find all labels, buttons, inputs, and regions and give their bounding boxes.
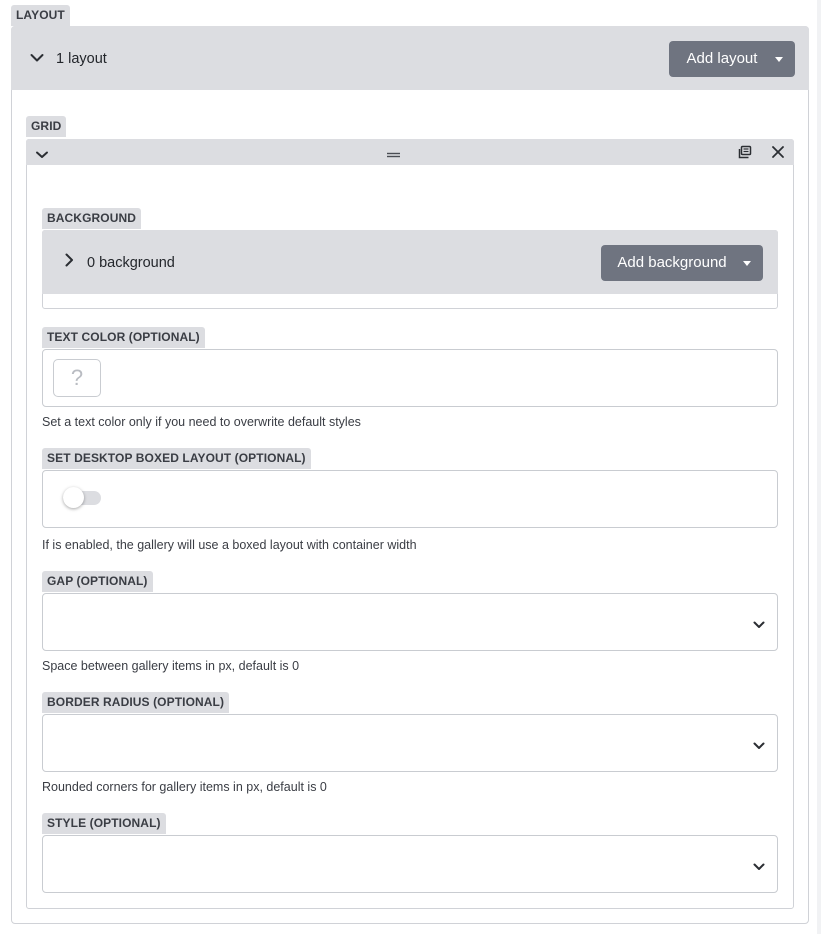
scroll-gutter[interactable]	[817, 0, 821, 934]
add-background-label: Add background	[617, 254, 727, 271]
layout-count: 1 layout	[56, 51, 107, 67]
chevron-right-icon[interactable]	[64, 253, 74, 267]
chevron-down-icon[interactable]	[35, 147, 49, 157]
layout-tag: LAYOUT	[11, 5, 70, 26]
background-tag: BACKGROUND	[42, 208, 141, 229]
border-radius-select[interactable]	[42, 714, 778, 772]
style-tag: STYLE (OPTIONAL)	[42, 813, 166, 834]
layout-panel-header	[11, 26, 809, 90]
dropdown-caret-icon[interactable]	[775, 57, 783, 62]
gap-tag: GAP (OPTIONAL)	[42, 571, 153, 592]
close-icon[interactable]	[771, 145, 785, 159]
gap-select[interactable]	[42, 593, 778, 651]
dropdown-caret-icon[interactable]	[743, 261, 751, 266]
question-mark-icon: ?	[70, 365, 84, 390]
border-radius-help: Rounded corners for gallery items in px, default is 0	[42, 780, 327, 794]
chevron-down-icon	[753, 616, 765, 634]
toggle-knob	[63, 487, 84, 508]
add-layout-label: Add layout	[686, 50, 758, 67]
grid-tag: GRID	[26, 116, 66, 137]
drag-handle-icon[interactable]	[386, 145, 401, 151]
boxed-layout-tag: SET DESKTOP BOXED LAYOUT (OPTIONAL)	[42, 448, 311, 469]
text-color-help: Set a text color only if you need to overwrite default styles	[42, 415, 361, 429]
border-radius-tag: BORDER RADIUS (OPTIONAL)	[42, 692, 229, 713]
add-layout-button[interactable]	[669, 41, 795, 77]
text-color-field	[42, 349, 778, 407]
chevron-down-icon	[753, 858, 765, 876]
text-color-tag: TEXT COLOR (OPTIONAL)	[42, 327, 205, 348]
background-panel-header	[42, 230, 778, 294]
add-background-button[interactable]	[601, 245, 763, 281]
boxed-layout-toggle[interactable]	[43, 471, 113, 527]
grid-panel-header	[26, 139, 794, 165]
duplicate-icon[interactable]	[738, 145, 752, 159]
gap-help: Space between gallery items in px, default is 0	[42, 659, 300, 673]
boxed-layout-field	[42, 470, 778, 528]
style-select[interactable]	[42, 835, 778, 893]
color-swatch[interactable]	[53, 359, 101, 397]
chevron-down-icon[interactable]	[30, 50, 44, 60]
chevron-down-icon	[753, 737, 765, 755]
background-count: 0 background	[87, 255, 175, 271]
boxed-layout-help: If is enabled, the gallery will use a boxed layout with container width	[42, 538, 417, 552]
